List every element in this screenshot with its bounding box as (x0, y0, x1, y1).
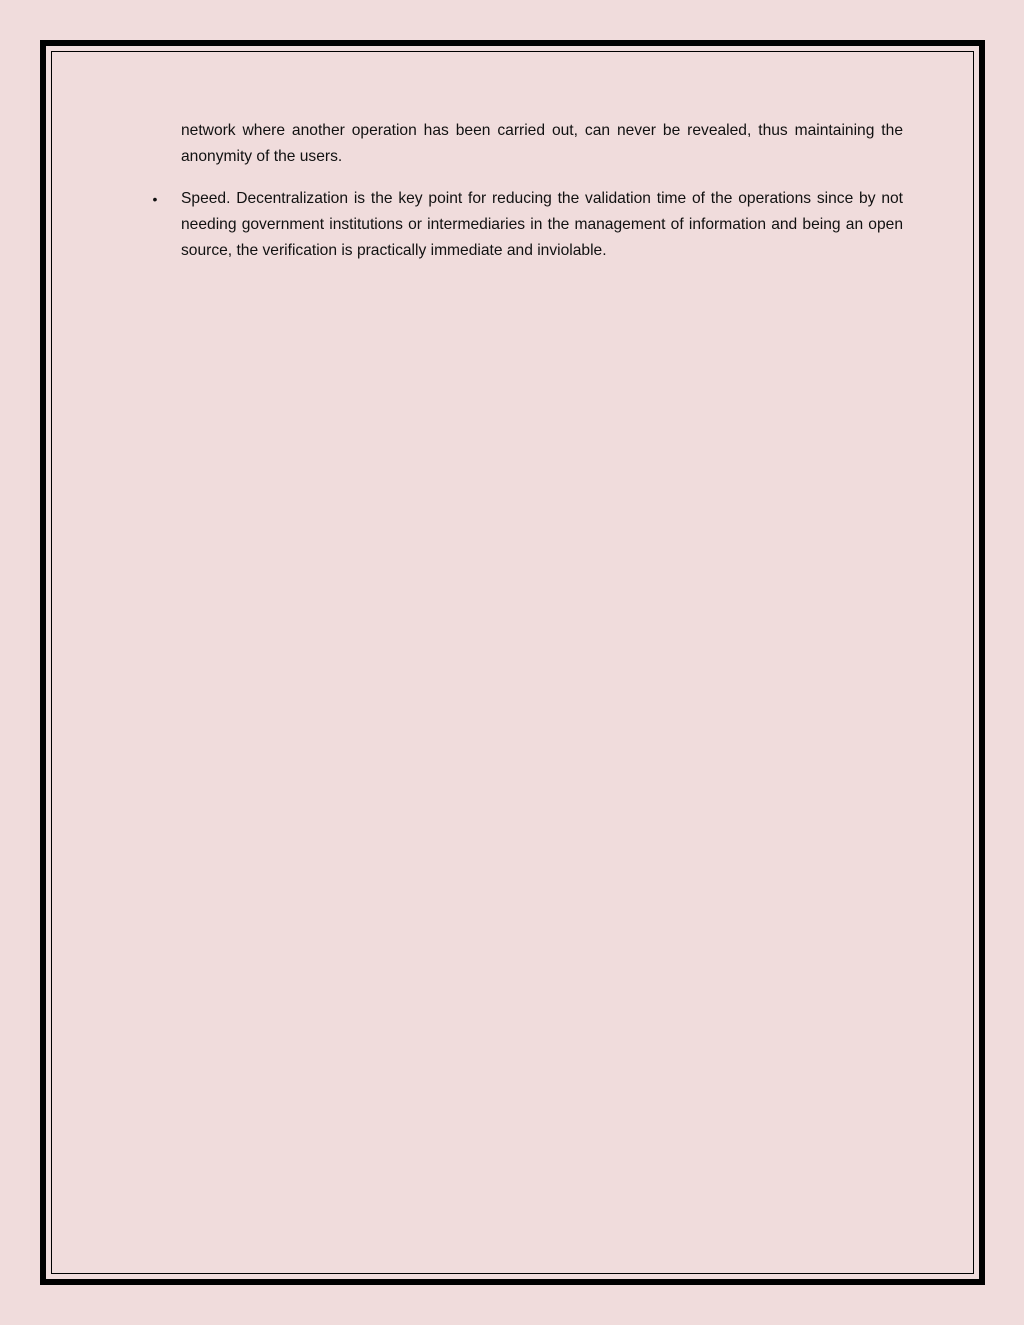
document-body (152, 118, 903, 264)
bullet-text-speed: Speed. Decentralization is the key point for reducing the validation time of the operations since by not needing government institutions or intermediaries in the management of information and being an open source, the verification is practically immediate and inviolable. (181, 190, 903, 259)
paragraph-continuation: network where another operation has been carried out, can never be revealed, thus maintaining the anonymity of the users. (181, 122, 903, 165)
bullet-icon: • (152, 191, 158, 207)
bullet-list-item (152, 186, 903, 264)
